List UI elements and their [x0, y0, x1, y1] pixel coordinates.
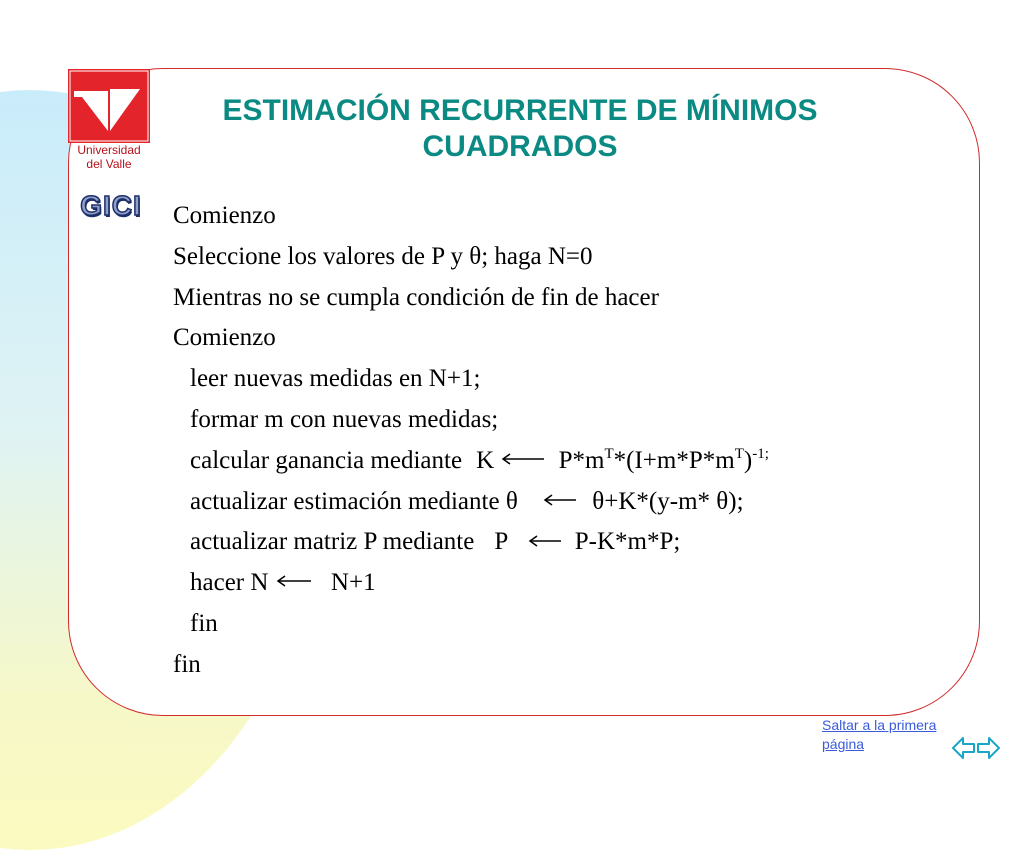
algorithm-line-1: Comienzo	[173, 202, 276, 229]
estimate-step-label: actualizar estimación mediante θ	[190, 487, 518, 515]
gain-rhs-part-1: P*m	[558, 446, 605, 474]
gain-lhs: K	[476, 446, 495, 474]
gain-superscript-2: T	[734, 445, 744, 462]
matrix-rhs: P-K*m*P;	[574, 528, 681, 556]
assignment-arrow-icon	[527, 535, 561, 547]
slide-title	[160, 93, 880, 165]
first-page-link[interactable]: Saltar a la primera página	[822, 717, 937, 752]
assignment-arrow-icon	[275, 575, 311, 587]
univalle-emblem-icon	[68, 69, 150, 143]
gain-superscript-3: -1;	[752, 445, 769, 462]
title-line-1: ESTIMACIÓN RECURRENTE DE MÍNIMOS	[222, 94, 818, 127]
algorithm-line-9	[173, 522, 769, 563]
algorithm-line-7	[173, 441, 769, 482]
algorithm-line-5: leer nuevas medidas en N+1;	[190, 365, 481, 393]
algorithm-line-4: Comienzo	[173, 324, 276, 352]
algorithm-line-12: fin	[173, 650, 201, 678]
estimate-rhs: θ+K*(y-m* θ);	[592, 487, 744, 515]
matrix-step-label: actualizar matriz P mediante	[190, 528, 475, 556]
institution-line-1: Universidad	[77, 143, 141, 157]
algorithm-text	[173, 196, 769, 686]
research-group-logo: GICI	[80, 190, 142, 221]
algorithm-line-8	[173, 482, 769, 523]
assignment-arrow-icon	[500, 453, 544, 465]
left-right-arrows-icon[interactable]	[951, 734, 1001, 762]
gain-superscript-1: T	[604, 445, 614, 462]
institution-line-2: del Valle	[86, 157, 132, 171]
algorithm-line-10	[173, 563, 769, 604]
algorithm-line-6: formar m con nuevas medidas;	[190, 405, 499, 433]
algorithm-line-11: fin	[190, 609, 218, 637]
algorithm-line-2: Seleccione los valores de P y θ; haga N=0	[173, 242, 593, 270]
algorithm-line-3: Mientras no se cumpla condición de fin de hacer	[173, 283, 659, 311]
university-logo	[68, 69, 150, 171]
gain-step-label: calcular ganancia mediante	[190, 446, 463, 474]
matrix-lhs: P	[494, 528, 509, 556]
gain-rhs-part-2: *(I+m*P*m	[613, 446, 735, 474]
institution-name	[68, 143, 150, 171]
increment-rhs: N+1	[330, 569, 376, 597]
increment-lhs: hacer N	[190, 569, 269, 597]
assignment-arrow-icon	[542, 494, 576, 506]
gain-rhs-part-3: )	[743, 446, 753, 474]
title-line-2: CUADRADOS	[422, 130, 618, 163]
